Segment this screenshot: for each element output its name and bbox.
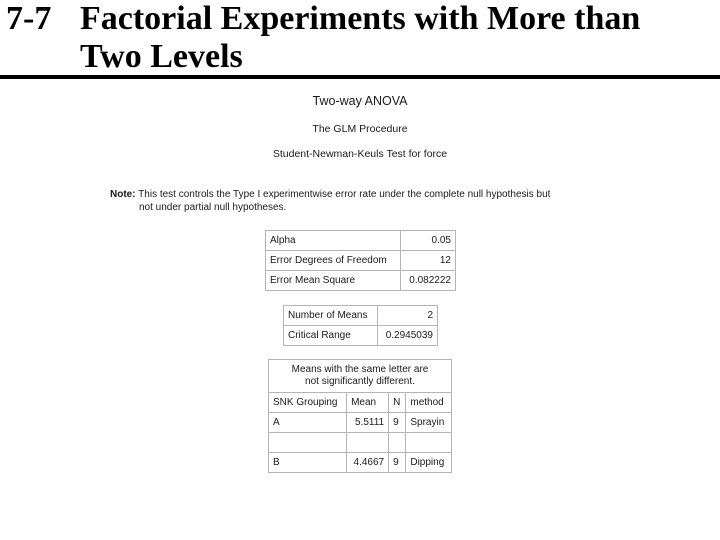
table-row xyxy=(284,326,438,346)
table-caption-row xyxy=(269,360,452,393)
slide-title-text xyxy=(80,0,710,76)
stat-value: 12 xyxy=(401,251,456,271)
test-name: Student-Newman-Keuls Test for force xyxy=(272,148,448,160)
n-value: 9 xyxy=(389,453,406,473)
column-header: SNK Grouping xyxy=(269,393,347,413)
stat-label: Error Degrees of Freedom xyxy=(266,251,401,271)
title-line-2: Two Levels xyxy=(80,38,243,75)
snk-grouping-table xyxy=(268,359,452,473)
n-value: 9 xyxy=(389,413,406,433)
caption-line-1: Means with the same letter are xyxy=(291,364,429,375)
output-heading: Two-way ANOVA xyxy=(312,94,408,108)
spacer-cell xyxy=(269,433,347,453)
table-row xyxy=(266,231,456,251)
stat-label: Alpha xyxy=(266,231,401,251)
spacer-cell xyxy=(347,433,389,453)
stat-value: 0.05 xyxy=(401,231,456,251)
stat-value: 0.082222 xyxy=(401,271,456,291)
error-stats-table xyxy=(265,230,456,291)
range-label: Number of Means xyxy=(284,306,378,326)
spacer-cell xyxy=(389,433,406,453)
table-header-row xyxy=(269,393,452,413)
critical-range-table xyxy=(283,305,438,346)
stat-label: Error Mean Square xyxy=(266,271,401,291)
title-underline xyxy=(0,75,720,79)
procedure-name: The GLM Procedure xyxy=(312,123,408,135)
spacer-cell xyxy=(406,433,452,453)
table-row xyxy=(266,271,456,291)
note-label: Note: xyxy=(110,189,136,200)
range-value: 2 xyxy=(378,306,438,326)
range-value: 0.2945039 xyxy=(378,326,438,346)
column-header: method xyxy=(406,393,452,413)
slide-number: 7-7 xyxy=(6,0,52,37)
note-text xyxy=(110,188,610,214)
method-value: Sprayin xyxy=(406,413,452,433)
table-row xyxy=(284,306,438,326)
mean-value: 4.4667 xyxy=(347,453,389,473)
table-row-spacer xyxy=(269,433,452,453)
method-value: Dipping xyxy=(406,453,452,473)
caption-line-2: not significantly different. xyxy=(305,376,415,387)
column-header: N xyxy=(389,393,406,413)
table-row xyxy=(269,413,452,433)
note-line-1: This test controls the Type I experimentwise error rate under the complete null hypothesis but xyxy=(138,189,551,200)
mean-value: 5.5111 xyxy=(347,413,389,433)
table-row xyxy=(266,251,456,271)
column-header: Mean xyxy=(347,393,389,413)
table-row xyxy=(269,453,452,473)
snk-group: B xyxy=(269,453,347,473)
table-caption xyxy=(269,360,452,393)
note-line-2: not under partial null hypotheses. xyxy=(139,202,287,213)
snk-group: A xyxy=(269,413,347,433)
range-label: Critical Range xyxy=(284,326,378,346)
title-line-1: Factorial Experiments with More than xyxy=(80,0,641,37)
